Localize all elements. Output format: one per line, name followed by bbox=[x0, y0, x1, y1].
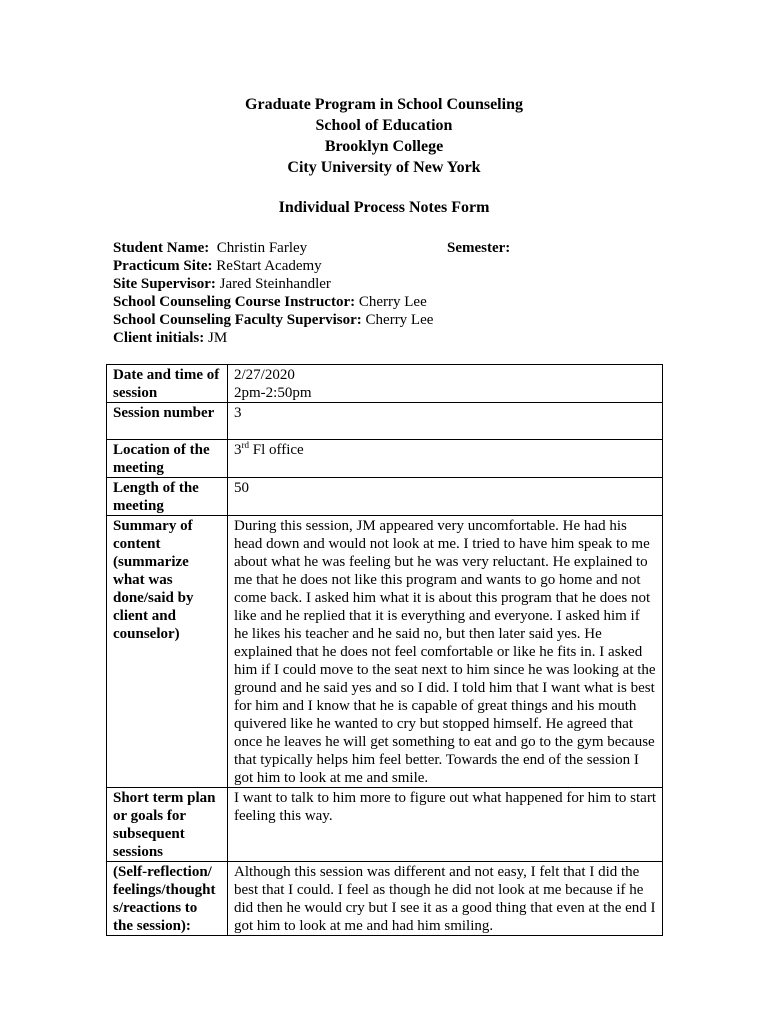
semester-label: Semester: bbox=[447, 240, 511, 256]
reflection-label: (Self-reflection/ feelings/thought s/reactions to the session): bbox=[107, 862, 228, 936]
table-row bbox=[107, 862, 663, 936]
college-name: Brooklyn College bbox=[324, 138, 444, 155]
university-name: City University of New York bbox=[287, 159, 481, 176]
site-supervisor-row bbox=[113, 275, 673, 293]
session-date: 2/27/2020 bbox=[234, 367, 295, 383]
table-row bbox=[107, 403, 663, 440]
location-floor: 3 bbox=[234, 442, 242, 458]
location-value bbox=[228, 440, 663, 478]
location-rest: Fl office bbox=[249, 442, 304, 458]
course-instructor-row bbox=[113, 293, 673, 311]
student-name-value: Christin Farley bbox=[216, 240, 308, 256]
student-name-label: Student Name: bbox=[113, 240, 210, 256]
plan-value: I want to talk to him more to figure out what happened for him to start feeling this way. bbox=[228, 788, 663, 862]
student-name-row bbox=[113, 239, 673, 257]
summary-label: Summary of content (summarize what was done/said by client and counselor) bbox=[107, 516, 228, 788]
site-supervisor-value: Jared Steinhandler bbox=[219, 276, 331, 292]
table-row bbox=[107, 440, 663, 478]
date-time-label: Date and time of session bbox=[107, 365, 228, 403]
site-supervisor-label: Site Supervisor: bbox=[113, 276, 216, 292]
table-row bbox=[107, 516, 663, 788]
faculty-supervisor-row bbox=[113, 311, 673, 329]
process-notes-table bbox=[106, 364, 663, 936]
client-initials-label: Client initials: bbox=[113, 330, 205, 346]
client-initials-row bbox=[113, 329, 673, 347]
table-row bbox=[107, 788, 663, 862]
faculty-supervisor-label: School Counseling Faculty Supervisor: bbox=[113, 312, 362, 328]
student-info bbox=[113, 239, 673, 347]
date-time-value bbox=[228, 365, 663, 403]
practicum-site-label: Practicum Site: bbox=[113, 258, 213, 274]
course-instructor-label: School Counseling Course Instructor: bbox=[113, 294, 356, 310]
school-name: School of Education bbox=[315, 117, 453, 134]
document-header bbox=[0, 94, 768, 178]
table-row bbox=[107, 478, 663, 516]
practicum-site-row bbox=[113, 257, 673, 275]
plan-label: Short term plan or goals for subsequent sessions bbox=[107, 788, 228, 862]
faculty-supervisor-value: Cherry Lee bbox=[365, 312, 434, 328]
practicum-site-value: ReStart Academy bbox=[216, 258, 322, 274]
summary-value: During this session, JM appeared very uncomfortable. He had his head down and would not look at me. I tried to have him speak to me about what he was feeling but he was very reluctant. He explained to me that he does not like this program and wants to go home and not come back. I asked him what it is about this program that he does not like and he replied that it is everything and everyone. I asked him if he likes his teacher and he said no, but then later said yes. He explained that he does not feel comfortable or like he fits in. I asked him if I could move to the seat next to him since he was looking at the ground and he said yes and so I did. I told him that I want what is best for him and I know that he is capable of great things and his mouth quivered like he wanted to cry but stopped himself. He agreed that once he leaves he will get something to eat and go to the gym because that typically helps him feel better. Towards the end of the session I got him to look at me and smile. bbox=[228, 516, 663, 788]
program-title: Graduate Program in School Counseling bbox=[245, 96, 523, 113]
location-label: Location of the meeting bbox=[107, 440, 228, 478]
length-label: Length of the meeting bbox=[107, 478, 228, 516]
session-number-value: 3 bbox=[228, 403, 663, 440]
location-ordinal: rd bbox=[241, 440, 249, 450]
table-row bbox=[107, 365, 663, 403]
form-title: Individual Process Notes Form bbox=[278, 199, 490, 216]
course-instructor-value: Cherry Lee bbox=[358, 294, 427, 310]
reflection-value: Although this session was different and not easy, I felt that I did the best that I could. I feel as though he did not look at me because if he did then he would cry but I see it as a good thing that even at the end I got him to look at me and had him smiling. bbox=[228, 862, 663, 936]
session-number-label: Session number bbox=[107, 403, 228, 440]
session-time: 2pm-2:50pm bbox=[234, 385, 312, 401]
length-value: 50 bbox=[228, 478, 663, 516]
client-initials-value: JM bbox=[208, 330, 228, 346]
